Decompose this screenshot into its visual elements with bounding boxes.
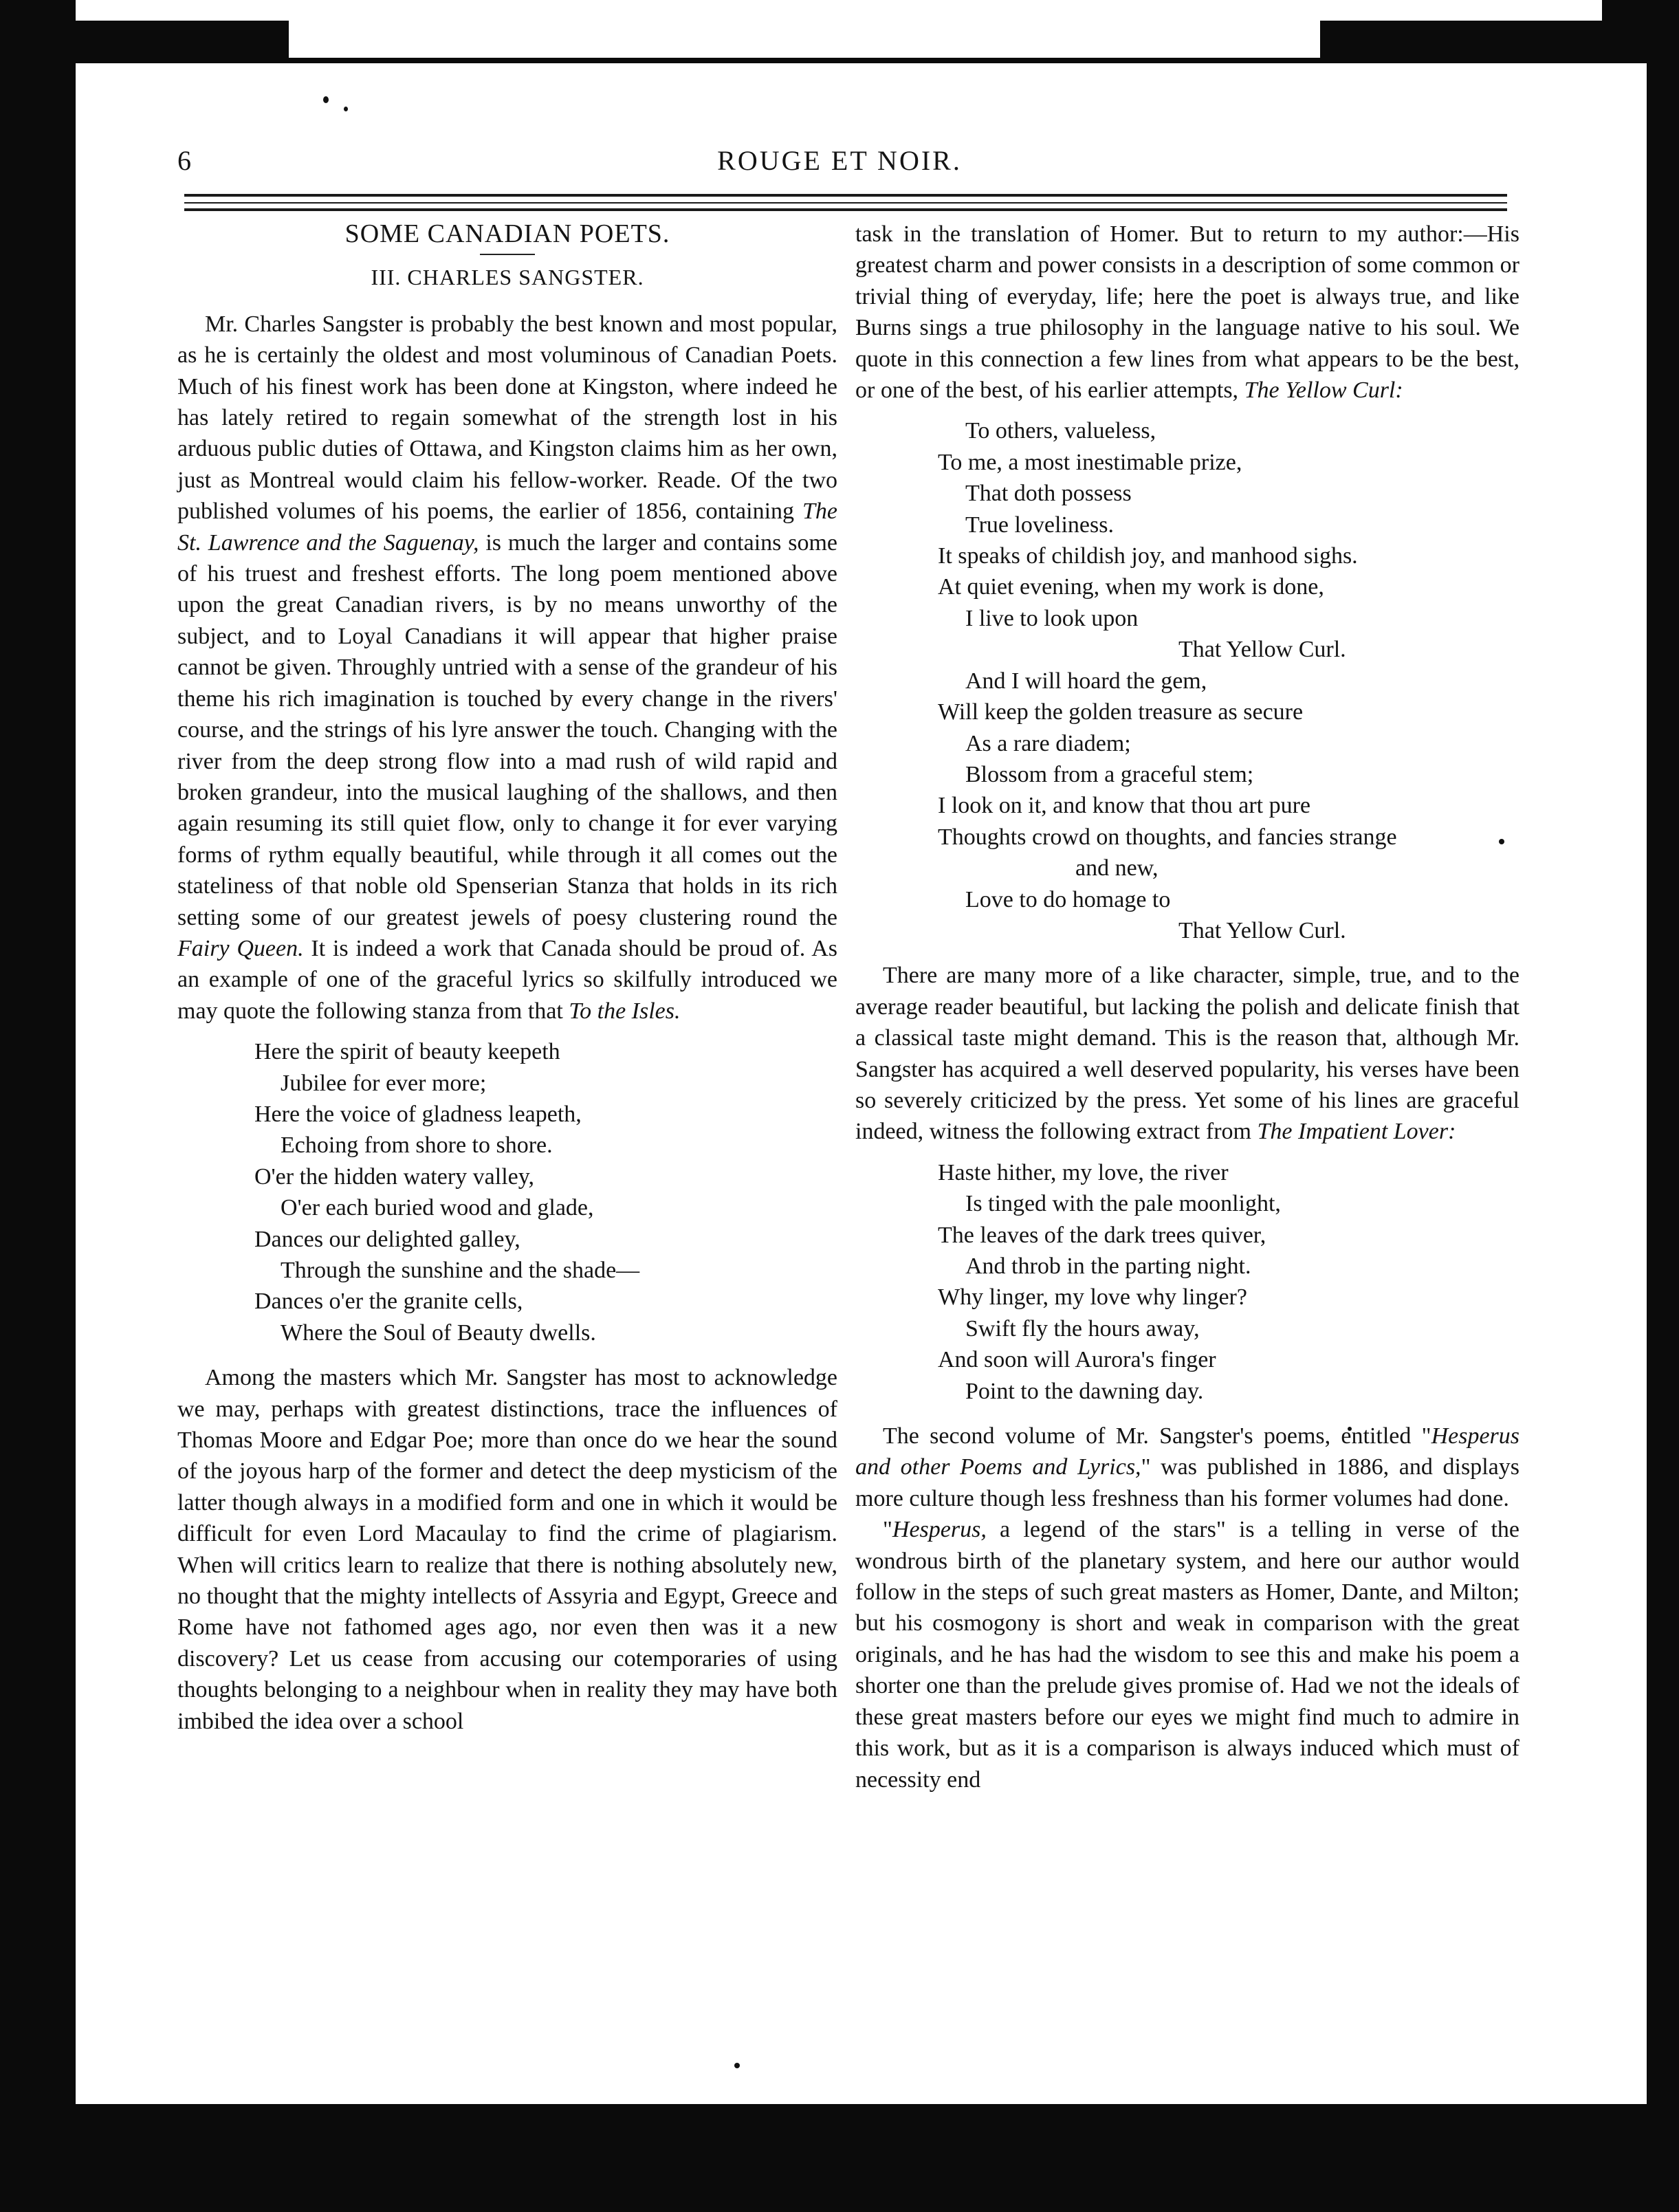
poem-line: Here the spirit of beauty keepeth [254, 1039, 560, 1065]
poem-line: Here the voice of gladness leapeth, [254, 1101, 582, 1127]
poem-the-impatient-lover [855, 1157, 1519, 1407]
poem-line: And soon will Aurora's finger [938, 1347, 1216, 1373]
poem-line: I look on it, and know that thou art pure [938, 793, 1311, 819]
poem-line: Dances o'er the granite cells, [254, 1289, 523, 1315]
header-rule [184, 194, 1507, 197]
poem-line: Why linger, my love why linger? [938, 1284, 1247, 1311]
poem-line: Is tinged with the pale moonlight, [965, 1191, 1281, 1217]
poem-line: O'er each buried wood and glade, [281, 1195, 594, 1221]
poem-line: To others, valueless, [965, 418, 1156, 444]
scan-border-bottom [0, 2104, 1679, 2212]
poem-line: Point to the dawning day. [965, 1378, 1204, 1404]
poem-line: and new, [1075, 855, 1159, 881]
poem-line: That Yellow Curl. [1178, 637, 1346, 663]
poem-line: Swift fly the hours away, [965, 1315, 1200, 1342]
scan-speck [344, 107, 348, 111]
paragraph: Among the masters which Mr. Sangster has most to acknowledge we may, perhaps with greatest distinctions, trace the influences of Thomas Moore and Edgar Poe; more than once do we hear the sound of the joyous harp of the former and detect the deep mysticism of the latter though always in a modified form and one in which it would be difficult for even Lord Macaulay to find the crime of plagiarism. When will critics learn to realize that there is nothing absolutely new, no thought that the mighty intellects of Assyria and Egypt, Greece and Rome have not fathomed ages ago, nor even then was it a new discovery? Let us cease from accusing our cotemporaries of using thoughts belonging to a neighbour when in reality they may have both imbibed the idea over a school [177, 1365, 837, 1734]
poem-line: Jubilee for ever more; [281, 1070, 487, 1096]
poem-line: And throb in the parting night. [965, 1253, 1251, 1279]
poem-line: To me, a most inestimable prize, [938, 449, 1242, 475]
poem-line: That Yellow Curl. [1178, 917, 1346, 943]
poem-line: And I will hoard the gem, [965, 668, 1207, 694]
poem-line: As a rare diadem; [965, 730, 1131, 756]
paragraph: "Hesperus, a legend of the stars" is a telling in verse of the wondrous birth of the planetary system, and here our author would follow in the steps of such great masters as Homer, Dante, and Milton; but his cosmogony is short and weak in comparison with the great originals, and he has had the wisdom to see this and make his poem a shorter one than the prelude gives promise of. Had we not the ideals of these great masters before our eyes we might find much to admire in this work, but as it is a comparison is always induced which must of necessity end [855, 1517, 1519, 1793]
poem-line: Echoing from shore to shore. [281, 1132, 553, 1159]
scan-border-top-patch [289, 17, 1320, 58]
page-number: 6 [177, 145, 191, 176]
poem-line: Dances our delighted galley, [254, 1226, 520, 1252]
poem-line: Thoughts crowd on thoughts, and fancies strange [938, 824, 1397, 850]
poem-the-yellow-curl [855, 415, 1519, 946]
poem-to-the-isles [177, 1036, 837, 1348]
paragraph: task in the translation of Homer. But to return to my author:—His greatest charm and power consists in a description of some common or trivial thing of everyday, life; here the poet is always true, and like Burns sings a true philosophy in the language native to his soul. We quote in this connection a few lines from what appears to be the best, or one of the best, of his earlier attempts, The Yellow Curl: [855, 221, 1519, 404]
poem-line: Haste hither, my love, the river [938, 1159, 1229, 1185]
scan-border-left [0, 0, 76, 2212]
poem-line: Will keep the golden treasure as secure [938, 699, 1304, 725]
poem-line: I live to look upon [965, 605, 1139, 631]
poem-line: Through the sunshine and the shade— [281, 1258, 640, 1283]
poem-line: Love to do homage to [965, 886, 1171, 912]
poem-line: O'er the hidden watery valley, [254, 1163, 535, 1190]
article-title: SOME CANADIAN POETS. [344, 219, 670, 248]
poem-line: True loveliness. [965, 512, 1114, 538]
poem-line: That doth possess [965, 481, 1132, 507]
paragraph: Mr. Charles Sangster is probably the best known and most popular, as he is certainly the oldest and most voluminous of Canadian Poets. Much of his finest work has been done at Kingston, where indeed he has lately retired to regain somewhat of the strength lost in his arduous public duties of Ottawa, and Kingston claims him as her own, just as Montreal would claim his fellow-worker. Reade. Of the two published volumes of his poems, the earlier of 1856, containing The St. Lawrence and the Saguenay, is much the larger and contains some of his truest and freshest efforts. The long poem mentioned above upon the great Canadian rivers, is by no means unworthy of the subject, and to Loyal Canadians it will appear that higher praise cannot be given. Throughly untried with a sense of the grandeur of his theme his rich imagination is touched by every change in the rivers' course, and the strings of his lyre answer the touch. Changing with the river from the deep strong flow into a mad rush of wild rapid and broken grandeur, into the musical laughing of the shallows, and then again resuming its still quiet flow, only to change it for ever varying forms of rythm equally beautiful, while through it all comes out the stateliness of that noble old Spenserian Stanza that holds in its rich setting some of our greatest jewels of poesy clustering round the Fairy Queen. It is indeed a work that Canada should be proud of. As an example of one of the graceful lyrics so skilfully introduced we may quote the following stanza from that To the Isles. [177, 311, 837, 1024]
header-rule [184, 202, 1507, 204]
poem-line: Blossom from a graceful stem; [965, 761, 1254, 787]
paragraph: The second volume of Mr. Sangster's poems, entitled "Hesperus and other Poems and Lyrics," was published in 1886, and displays more culture though less freshness than his former volumes had done. [855, 1423, 1519, 1511]
scan-speck [323, 96, 329, 103]
right-column [855, 219, 1519, 1795]
scan-border-right [1647, 0, 1679, 2212]
title-rule [480, 254, 535, 255]
poem-line: The leaves of the dark trees quiver, [938, 1222, 1266, 1248]
poem-line: It speaks of childish joy, and manhood sighs. [938, 543, 1358, 569]
header-rule [184, 208, 1507, 211]
poem-line: At quiet evening, when my work is done, [938, 574, 1324, 600]
poem-line: Where the Soul of Beauty dwells. [281, 1319, 596, 1346]
left-column [177, 219, 837, 1737]
running-title: ROUGE ET NOIR. [717, 145, 962, 176]
article-subtitle: III. CHARLES SANGSTER. [371, 265, 644, 290]
scan-speck [734, 2063, 740, 2068]
paragraph: There are many more of a like character, simple, true, and to the average reader beautiful, but lacking the polish and delicate finish that a classical taste might demand. This is the reason that, although Mr. Sangster has acquired a well deserved popularity, his verses have been so severely criticized by the press. Yet some of his lines are graceful indeed, witness the following extract from The Impatient Lover: [855, 963, 1519, 1145]
